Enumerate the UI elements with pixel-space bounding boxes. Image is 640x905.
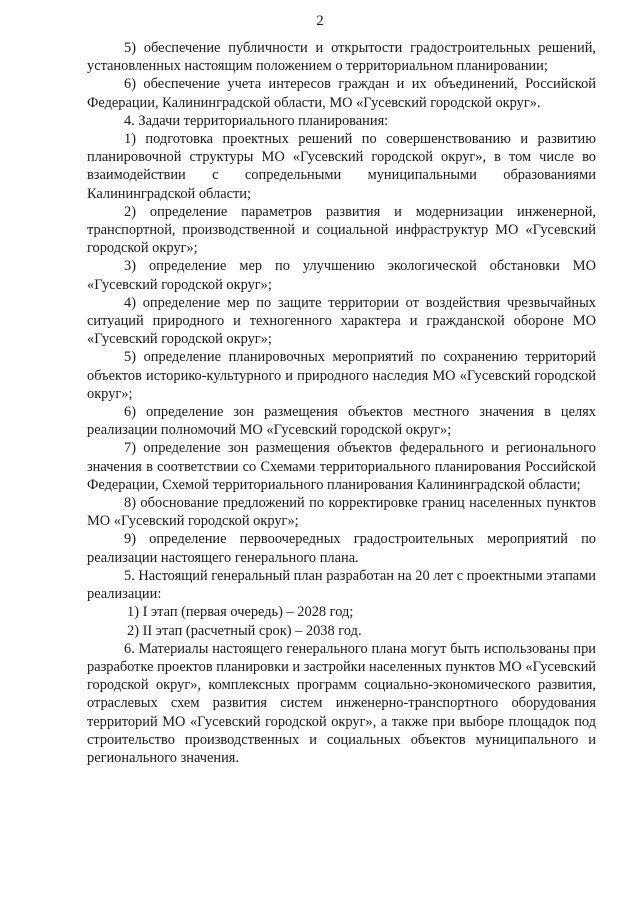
section-heading: 5. Настоящий генеральный план разработан на 20 лет с проектными этапами реализации:	[87, 567, 596, 603]
list-item: 2) определение параметров развития и модернизации инженерной, транспортной, производственной и социальной инфраструктур МО «Гусевский городской округ»;	[87, 203, 596, 257]
list-item: 4) определение мер по защите территории от воздействия чрезвычайных ситуаций природного и техногенного характера и гражданской обороне МО «Гусевский городской округ»;	[87, 294, 596, 348]
paragraph: 6) обеспечение учета интересов граждан и их объединений, Российской Федерации, Калининградской области, МО «Гусевский городской округ».	[87, 76, 596, 111]
list-item: 9) определение первоочередных градостроительных мероприятий по реализации настоящего генерального плана.	[87, 531, 596, 566]
section-heading: 4. Задачи территориального планирования:	[124, 112, 389, 129]
document-body	[87, 39, 596, 767]
list-item: 1) подготовка проектных решений по совершенствованию и развитию планировочной структуры МО «Гусевский городской округ», в том числе во взаимодействии с сопредельными муниципальными образованиями Калининградской области;	[87, 131, 596, 202]
paragraph: 5) обеспечение публичности и открытости градостроительных решений, установленных настоящим положением о территориальном планировании;	[87, 40, 596, 75]
list-item: 7) определение зон размещения объектов федерального и регионального значения в соответствии со Схемами территориального планирования Российской Федерации, Схемой территориального планирования Калининградской области;	[87, 440, 596, 493]
list-item: 5) определение планировочных мероприятий по сохранению территорий объектов историко-культурного и природного наследия МО «Гусевский городской округ»;	[87, 349, 596, 402]
list-item: 6) определение зон размещения объектов местного значения в целях реализации полномочий МО «Гусевский городской округ»;	[87, 404, 596, 439]
stage-item: 1) I этап (первая очередь) – 2028 год;	[127, 604, 354, 621]
page-number: 2	[316, 13, 324, 29]
list-item: 3) определение мер по улучшению экологической обстановки МО «Гусевский городской округ»;	[87, 258, 596, 293]
paragraph: 6. Материалы настоящего генерального плана могут быть использованы при разработке проектов планировки и застройки населенных пунктов МО «Гусевский городской округ», комплексных программ социально-экономического развития, отраслевых схем развития систем инженерно-транспортного оборудования территорий МО «Гусевский городской округ», а также при выборе площадок под строительство производственных и социальных объектов муниципального и регионального значения.	[87, 640, 596, 766]
stage-item: 2) II этап (расчетный срок) – 2038 год.	[127, 622, 362, 639]
list-item: 8) обоснование предложений по корректировке границ населенных пунктов МО «Гусевский городской округ»;	[87, 495, 596, 530]
